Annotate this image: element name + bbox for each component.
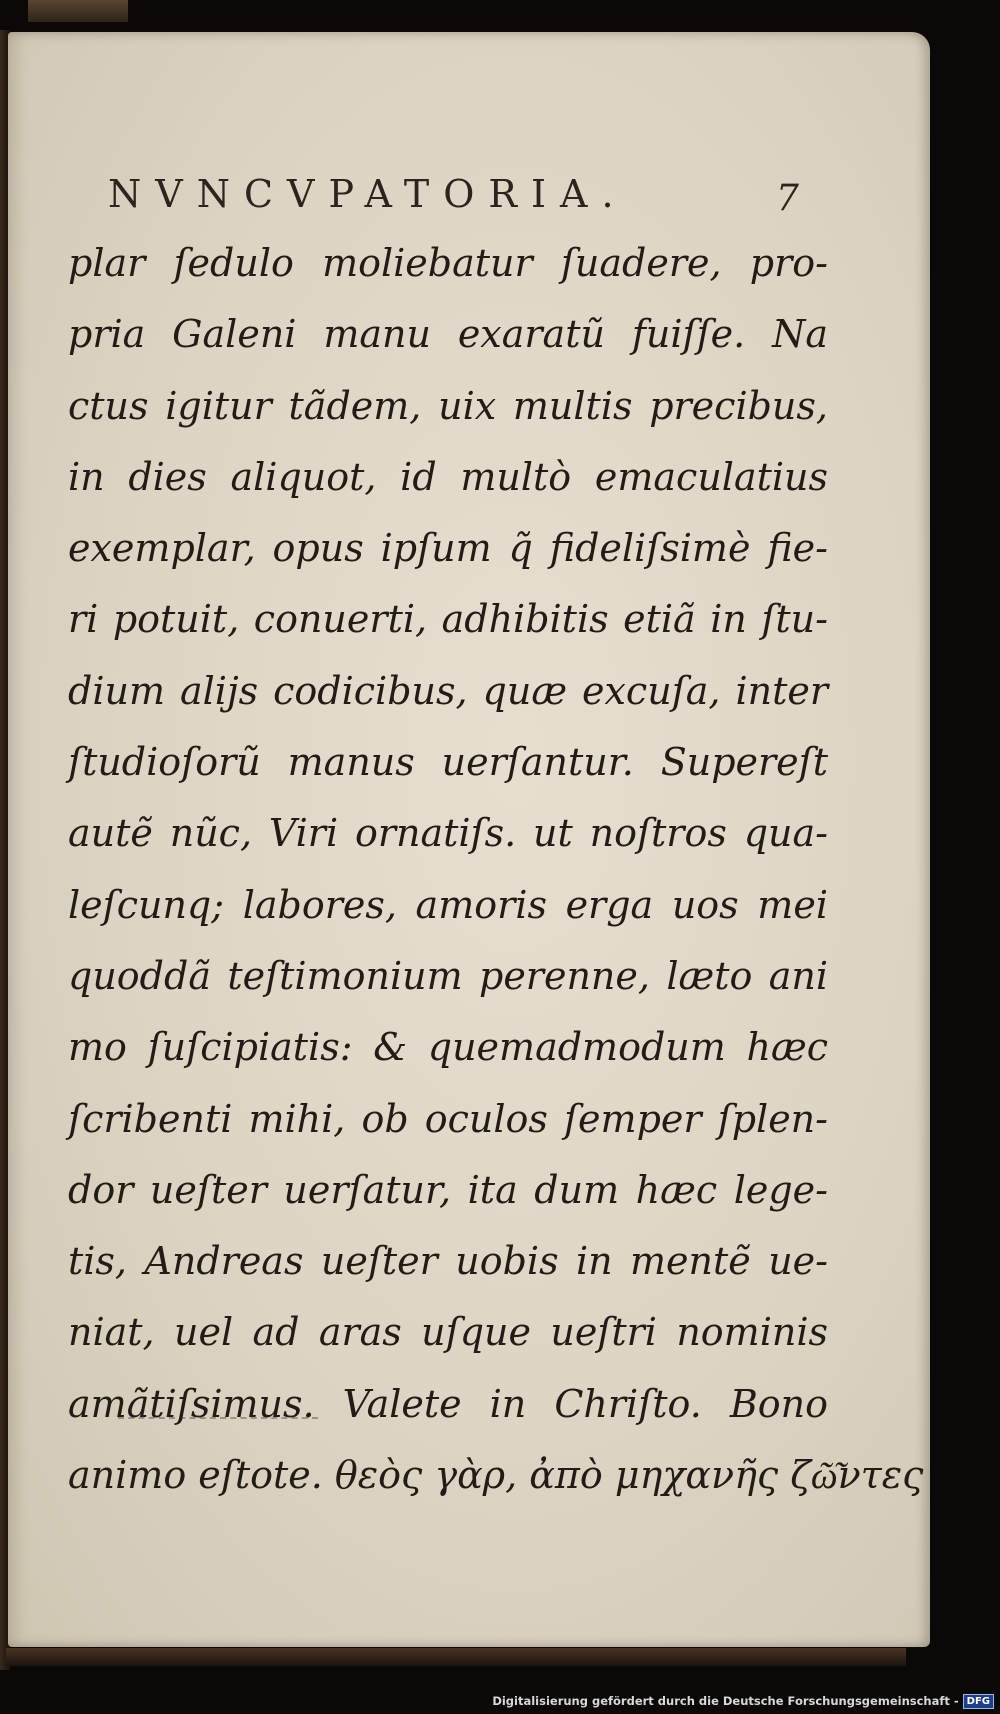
text-line: niat, uel ad aras uſque ueſtri nominis [68, 1310, 828, 1355]
text-line: amãtiſsimus. Valete in Chriſto. Bono [68, 1381, 828, 1426]
text-line: in dies aliquot, id multò emaculatius [68, 454, 828, 499]
text-line: tis, Andreas ueſter uobis in mentẽ ue- [68, 1239, 828, 1284]
book-bottom-edge [6, 1648, 906, 1666]
text-line: plar ſedulo moliebatur ſuadere, pro- [68, 241, 828, 285]
text-line: ctus igitur tãdem, uix multis precibus, [68, 383, 828, 428]
text-line: autẽ nũc, Viri ornatiſs. ut noſtros qua- [68, 811, 828, 856]
text-line: ſtudioſorũ manus uerſantur. Supereſt [68, 740, 828, 785]
text-line: ri potuit, conuerti, adhibitis etiã in ſtu- [68, 597, 828, 642]
footer-credit: Digitalisierung gefördert durch die Deutsche Forschungsgemeinschaft - [492, 1694, 959, 1708]
text-line: ſcribenti mihi, ob oculos ſemper ſplen- [68, 1096, 828, 1141]
text-line: mo ſuſcipiatis: & quemadmodum hæc [68, 1025, 828, 1070]
page-header [108, 172, 828, 222]
page-number: 7 [776, 178, 799, 219]
text-line: dor ueſter uerſatur, ita dum hæc lege- [68, 1167, 828, 1212]
text-line: pria Galeni manu exaratũ fuiſſe. Na [68, 312, 828, 357]
text-line: exemplar, opus ipſum q̃ fideliſsimè fie- [68, 526, 828, 571]
dfg-logo: DFG [963, 1694, 994, 1709]
ink-marks [118, 1417, 318, 1425]
book-top-edge [28, 0, 128, 22]
text-block [68, 228, 924, 1511]
running-head: NVNCVPATORIA. [108, 172, 628, 216]
digitization-footer [492, 1690, 994, 1712]
text-line: leſcunq; labores, amoris erga uos mei [68, 882, 828, 927]
book-page [8, 32, 930, 1647]
text-line: quoddã teſtimonium perenne, læto ani [68, 953, 828, 998]
text-line: animo eſtote. θεὸς γὰρ, ἀπὸ μηχανῆς ζῶ͂ντες [68, 1453, 924, 1498]
text-line: dium alijs codicibus, quæ excuſa, inter [68, 668, 828, 713]
